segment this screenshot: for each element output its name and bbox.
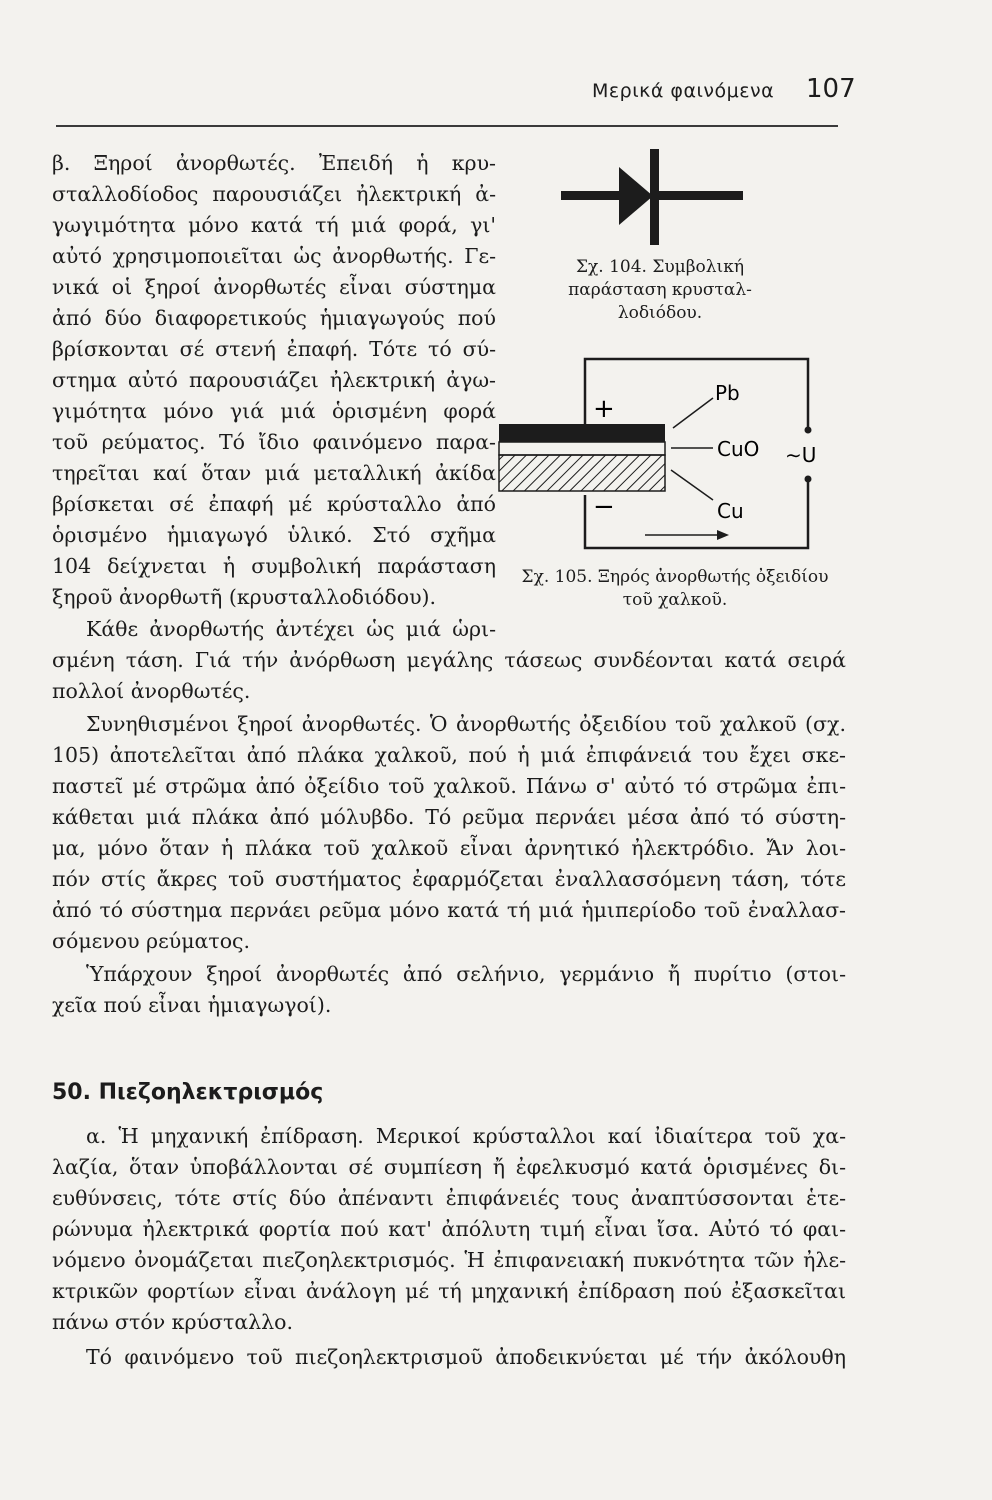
- text-line: Τό φαινόμενο τοῦ πιεζοηλεκτρισμοῦ ἀποδεικνύεται μέ τήν ἀκόλουθη: [86, 1345, 846, 1369]
- figure-104-diode-symbol: [555, 145, 755, 250]
- text-line: βρίσκεται σέ ἐπαφή μέ κρύσταλλο ἀπό: [52, 492, 496, 516]
- running-header: Μερικά φαινόμενα: [592, 80, 775, 102]
- text-line: α. Ἡ μηχανική ἐπίδραση. Μερικοί κρύσταλλοι καί ἰδιαίτερα τοῦ χα-: [86, 1124, 846, 1148]
- text-line: πόν στίς ἄκρες τοῦ συστήματος ἐφαρμόζεται ἐναλλασσόμενη τάση, τότε: [52, 867, 846, 891]
- text-line: Κάθε ἀνορθωτής ἀντέχει ὡς μιά ὡρι-: [86, 617, 496, 641]
- section-heading: 50. Πιεζοηλεκτρισμός: [52, 1080, 324, 1105]
- terminal-bottom: [805, 476, 812, 483]
- text-line: πάνω στόν κρύσταλλο.: [52, 1310, 294, 1334]
- text-line: ξηροῦ ἀνορθωτῆ (κρυσταλλοδιόδου).: [52, 585, 437, 609]
- text-line: κτρικῶν φορτίων εἶναι ἀνάλογη μέ τή μηχανική ἐπίδραση πού ἐξασκεῖται: [52, 1279, 846, 1303]
- caption-line: παράσταση κρυσταλ-: [568, 280, 752, 300]
- label-minus: −: [593, 492, 615, 522]
- text-line: τηρεῖται καί ὅταν μιά μεταλλική ἀκίδα: [52, 461, 496, 485]
- diode-bar: [650, 149, 659, 245]
- text-line: ρώνυμα ἠλεκτρικά φορτία πού κατ' ἀπόλυτη τιμή εἶναι ἴσα. Αὐτό τό φαι-: [52, 1217, 846, 1241]
- text-line: Ὑπάρχουν ξηροί ἀνορθωτές ἀπό σελήνιο, γερμάνιο ἤ πυρίτιο (στοι-: [86, 962, 846, 986]
- copper-plate: [499, 455, 665, 491]
- text-line: μα, μόνο ὅταν ἡ πλάκα τοῦ χαλκοῦ εἶναι ἀρνητικό ἠλεκτρόδιο. Ἄν λοι-: [52, 836, 846, 860]
- figure-105-rectifier: [495, 350, 865, 565]
- circuit-wire-top: [585, 359, 808, 428]
- text-line: σταλλοδίοδος παρουσιάζει ἠλεκτρική ἀ-: [52, 182, 496, 206]
- lead-plate: [499, 424, 665, 442]
- text-line: πολλοί ἀνορθωτές.: [52, 679, 251, 703]
- label-ac-source: ∼U: [785, 443, 817, 467]
- text-line: βρίσκονται σέ στενή ἐπαφή. Τότε τό σύ-: [52, 337, 496, 361]
- text-line: 105) ἀποτελεῖται ἀπό πλάκα χαλκοῦ, πού ἡ μιά ἐπιφάνειά του ἔχει σκε-: [52, 743, 846, 767]
- caption-line: τοῦ χαλκοῦ.: [622, 590, 728, 610]
- text-line: γιμότητα μόνο γιά μιά ὁρισμένη φορά: [52, 399, 496, 423]
- text-line: ευθύνσεις, τότε στίς δύο ἀπέναντι ἐπιφάνειές τους ἀναπτύσσονται ἑτε-: [52, 1186, 846, 1210]
- header-rule: [56, 125, 838, 127]
- page-number: 107: [806, 74, 856, 104]
- oxide-layer: [499, 442, 665, 455]
- text-line: β. Ξηροί ἀνορθωτές. Ἐπειδή ἡ κρυ-: [52, 151, 496, 175]
- diode-lead-left: [561, 191, 627, 200]
- text-line: τοῦ ρεύματος. Τό ἴδιο φαινόμενο παρα-: [52, 430, 496, 454]
- text-line: νικά οἱ ξηροί ἀνορθωτές εἶναι σύστημα: [52, 275, 496, 299]
- text-line: στημα αὐτό παρουσιάζει ἠλεκτρική ἀγω-: [52, 368, 496, 392]
- label-cu: Cu: [717, 499, 744, 523]
- current-arrowhead: [717, 530, 729, 540]
- text-line: κάθεται μιά πλάκα ἀπό μόλυβδο. Τό ρεῦμα περνάει μέσα ἀπό τό σύστη-: [52, 805, 846, 829]
- text-line: ἀπό τό σύστημα περνάει ρεῦμα μόνο κατά τή μιά ἡμιπερίοδο τοῦ ἐναλλασ-: [52, 898, 846, 922]
- terminal-top: [805, 427, 812, 434]
- caption-line: Σχ. 104. Συμβολική: [575, 257, 745, 277]
- text-line: Συνηθισμένοι ξηροί ἀνορθωτές. Ὁ ἀνορθωτής ὀξειδίου τοῦ χαλκοῦ (σχ.: [86, 712, 846, 736]
- text-line: παστεῖ μέ στρῶμα ἀπό ὀξείδιο τοῦ χαλκοῦ. Πάνω σ' αὐτό τό στρῶμα ἐπι-: [52, 774, 846, 798]
- label-cuo: CuO: [717, 437, 760, 461]
- text-line: ἀπό δύο διαφορετικούς ἡμιαγωγούς πού: [52, 306, 496, 330]
- caption-line: λοδιόδου.: [617, 303, 703, 323]
- text-line: νόμενο ὀνομάζεται πιεζοηλεκτρισμός. Ἡ ἐπιφανειακή πυκνότητα τῶν ἠλε-: [52, 1248, 846, 1272]
- caption-line: Σχ. 105. Ξηρός ἀνορθωτής ὀξειδίου: [521, 567, 829, 587]
- text-line: λαζία, ὅταν ὑποβάλλονται σέ συμπίεση ἤ ἐφελκυσμό κατά ὁρισμένες δι-: [52, 1155, 846, 1179]
- label-plus: +: [593, 394, 615, 424]
- diode-lead-right: [659, 191, 743, 200]
- text-line: ὁρισμένο ἡμιαγωγό ὑλικό. Στό σχῆμα: [52, 523, 496, 547]
- text-line: χεῖα πού εἶναι ἡμιαγωγοί).: [52, 993, 332, 1017]
- text-line: σόμενου ρεύματος.: [52, 929, 251, 953]
- leader-cu: [671, 470, 713, 500]
- text-line: γωγιμότητα μόνο κατά τή μιά φορά, γι': [52, 213, 496, 237]
- text-line: σμένη τάση. Γιά τήν ἀνόρθωση μεγάλης τάσεως συνδέονται κατά σειρά: [52, 648, 846, 672]
- leader-pb: [673, 398, 713, 428]
- text-line: 104 δείχνεται ἡ συμβολική παράσταση: [52, 554, 496, 578]
- label-pb: Pb: [715, 381, 740, 405]
- diode-triangle: [619, 167, 653, 225]
- text-line: αὐτό χρησιμοποιεῖται ὡς ἀνορθωτής. Γε-: [52, 244, 496, 268]
